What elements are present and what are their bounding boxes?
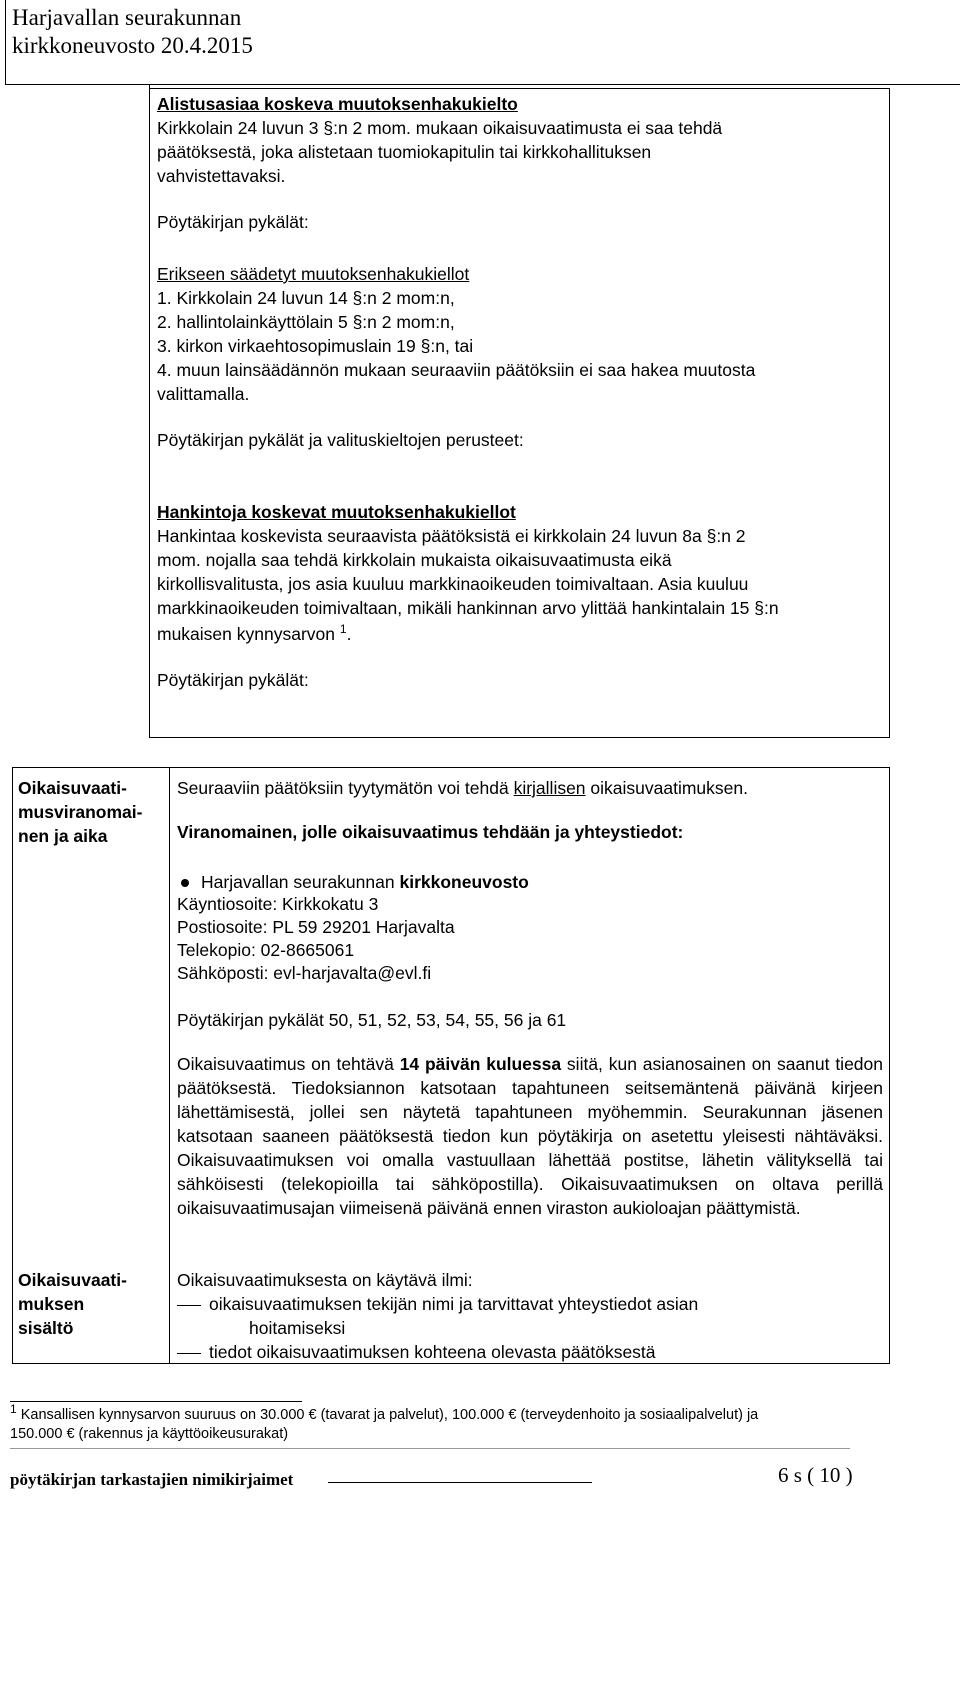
item-text: Kirkkolain 24 luvun 14 §:n 2 mom:n, bbox=[176, 288, 455, 308]
section2-item-2 bbox=[157, 310, 455, 334]
section2-item-4 bbox=[157, 358, 755, 382]
section3-title: Hankintoja koskevat muutoksenhakukiellot bbox=[157, 502, 516, 522]
address-postal: Postiosoite: PL 59 29201 Harjavalta bbox=[177, 917, 455, 937]
section3-line-2: mom. nojalla saa tehdä kirkkolain mukaista oikaisuvaatimusta eikä bbox=[157, 550, 672, 570]
section1-line-2: päätöksestä, joka alistetaan tuomiokapitulin tai kirkkohallituksen bbox=[157, 142, 652, 162]
deadline-post: siitä, kun asianosainen on saanut tiedon päätöksestä. Tiedoksiannon katsotaan tapahtuneen seitsemäntenä päivänä kirjeen lähettämisestä, jollei sen näytetä tapahtuneen myöhemmin. Seurakunnan jäsenen katsotaan saaneen päätöksestä tiedon kun pöytäkirja on asetettu yleisesti nähtäväksi. Oikaisuvaatimuksen voi omalla vastuullaan lähettää postitse, lähetin välityksellä tai sähköisesti (telekopioilla tai sähköpostilla). Oikaisuvaatimuksen on oltava perillä oikaisuvaatimusajan viimeisenä päivänä ennen viraston aukioloajan päättymistä. bbox=[177, 1054, 883, 1218]
section1-title: Alistusasiaa koskeva muutoksenhakukielto bbox=[157, 94, 518, 114]
address-visiting: Käyntiosoite: Kirkkokatu 3 bbox=[177, 894, 379, 914]
left-label-1a: Oikaisuvaati- bbox=[18, 778, 127, 798]
item-text: kirkon virkaehtosopimuslain 19 §:n, tai bbox=[176, 336, 474, 356]
left-label-1c: nen ja aika bbox=[18, 826, 108, 846]
item-num: 2. bbox=[157, 312, 172, 332]
header-line-1: Harjavallan seurakunnan bbox=[12, 5, 242, 30]
header-left-rule bbox=[5, 0, 6, 84]
section1-line-1: Kirkkolain 24 luvun 3 §:n 2 mom. mukaan oikaisuvaatimusta ei saa tehdä bbox=[157, 118, 723, 138]
footnote-text: Kansallisen kynnysarvon suuruus on 30.000 € (tavarat ja palvelut), 100.000 € (terveydenhoito ja sosiaalipalvelut) ja bbox=[20, 1407, 759, 1423]
deadline-bold: 14 päivän kuluessa bbox=[399, 1054, 562, 1074]
sections-ref: Pöytäkirjan pykälät 50, 51, 52, 53, 54, 55, 56 ja 61 bbox=[177, 1010, 567, 1030]
section2-item-4-cont: valittamalla. bbox=[157, 384, 250, 404]
intro-underlined: kirjallisen bbox=[513, 778, 586, 798]
footnote-ref[interactable]: 1 bbox=[339, 622, 347, 637]
header-line-2: kirkkoneuvosto 20.4.2015 bbox=[12, 33, 253, 58]
section3-line-5 bbox=[157, 622, 351, 646]
item-num: 1. bbox=[157, 288, 172, 308]
left-label-1b: musviranomai- bbox=[18, 802, 143, 822]
footnote-line-2: 150.000 € (rakennus ja käyttöoikeusurakat) bbox=[10, 1426, 289, 1442]
section1-ref: Pöytäkirjan pykälät: bbox=[157, 212, 309, 232]
line-text: mukaisen kynnysarvon bbox=[157, 624, 335, 644]
footer-rule bbox=[10, 1448, 850, 1449]
left-label-2c: sisältö bbox=[18, 1318, 74, 1338]
item-num: 3. bbox=[157, 336, 172, 356]
footnote-separator bbox=[10, 1401, 302, 1402]
section1-line-3: vahvistettavaksi. bbox=[157, 166, 286, 186]
section3-ref: Pöytäkirjan pykälät: bbox=[157, 670, 309, 690]
content-item-text: oikaisuvaatimuksen tekijän nimi ja tarvittavat yhteystiedot asian bbox=[209, 1294, 699, 1314]
section3-line-1: Hankintaa koskevista seuraavista päätöksistä ei kirkkolain 24 luvun 8a §:n 2 bbox=[157, 526, 746, 546]
item-text: muun lainsäädännön mukaan seuraaviin päätöksiin ei saa hakea muutosta bbox=[176, 360, 756, 380]
deadline-paragraph bbox=[177, 1052, 883, 1220]
signature-line bbox=[328, 1482, 592, 1483]
page-number: 6 s ( 10 ) bbox=[778, 1463, 853, 1487]
content-item-2 bbox=[177, 1340, 656, 1364]
punct: . bbox=[346, 624, 352, 644]
address-fax: Telekopio: 02-8665061 bbox=[177, 940, 355, 960]
section3-line-4: markkinaoikeuden toimivaltaan, mikäli hankinnan arvo ylittää hankintalain 15 §:n bbox=[157, 598, 779, 618]
content-intro: Oikaisuvaatimuksesta on käytävä ilmi: bbox=[177, 1270, 473, 1290]
address-email[interactable]: Sähköposti: evl-harjavalta@evl.fi bbox=[177, 963, 432, 983]
left-label-2a: Oikaisuvaati- bbox=[18, 1270, 127, 1290]
footnote-line-1 bbox=[10, 1402, 759, 1425]
intro-text: Seuraaviin päätöksiin tyytymätön voi tehdä bbox=[177, 778, 514, 798]
authority-name bbox=[177, 870, 529, 894]
bullet-icon bbox=[181, 879, 189, 887]
left-label-2b: muksen bbox=[18, 1294, 85, 1314]
item-num: 4. bbox=[157, 360, 172, 380]
dash-icon bbox=[177, 1353, 201, 1354]
intro-text-post: oikaisuvaatimuksen. bbox=[585, 778, 748, 798]
content-item-1 bbox=[177, 1292, 698, 1316]
content-item-text: tiedot oikaisuvaatimuksen kohteena olevasta päätöksestä bbox=[209, 1342, 656, 1362]
authority-name-bold: kirkkoneuvosto bbox=[399, 872, 529, 892]
appeal-intro bbox=[177, 776, 748, 800]
authority-heading: Viranomainen, jolle oikaisuvaatimus tehdään ja yhteystiedot: bbox=[177, 822, 684, 842]
section2-item-1 bbox=[157, 286, 455, 310]
appeal-table-divider bbox=[169, 767, 170, 1364]
section2-title: Erikseen säädetyt muutoksenhakukiellot bbox=[157, 264, 470, 284]
footnote-mark: 1 bbox=[10, 1402, 17, 1417]
authority-name-regular: Harjavallan seurakunnan bbox=[201, 872, 400, 892]
section2-ref: Pöytäkirjan pykälät ja valituskieltojen perusteet: bbox=[157, 430, 524, 450]
dash-icon bbox=[177, 1305, 201, 1306]
footer-signatures-label: pöytäkirjan tarkastajien nimikirjaimet bbox=[10, 1470, 294, 1489]
box-connector bbox=[149, 84, 150, 88]
section3-line-3: kirkollisvalitusta, jos asia kuuluu markkinaoikeuden toimivaltaan. Asia kuuluu bbox=[157, 574, 749, 594]
section2-item-3 bbox=[157, 334, 473, 358]
deadline-pre: Oikaisuvaatimus on tehtävä bbox=[177, 1054, 400, 1074]
item-text: hallintolainkäyttölain 5 §:n 2 mom:n, bbox=[176, 312, 455, 332]
content-item-1-cont: hoitamiseksi bbox=[249, 1318, 346, 1338]
